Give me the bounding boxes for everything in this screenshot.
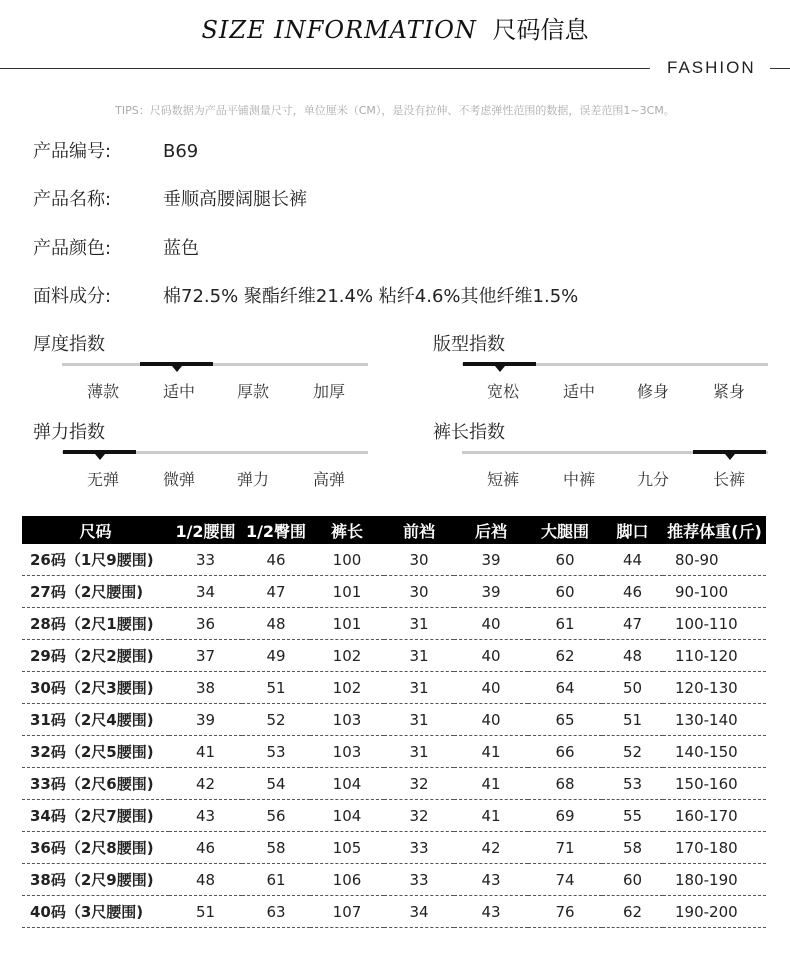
table-cell: 68: [528, 768, 602, 800]
elasticity-scale: [62, 451, 368, 491]
info-value: 蓝色: [163, 238, 199, 259]
table-cell: 30: [384, 576, 454, 608]
scale-option: 适中: [162, 382, 195, 401]
table-row: [22, 544, 766, 576]
table-cell: 104: [310, 768, 384, 800]
table-cell: 37: [169, 640, 242, 672]
table-cell: 120-130: [663, 672, 766, 704]
column-header: 裤长: [310, 516, 384, 544]
info-value: 垂顺高腰阔腿长裤: [163, 189, 307, 210]
table-cell: 62: [528, 640, 602, 672]
scale-pointer-icon: [95, 454, 105, 460]
table-cell: 48: [602, 640, 663, 672]
table-cell: 40: [454, 704, 528, 736]
table-cell: 69: [528, 800, 602, 832]
table-cell: 33码（2尺6腰围): [22, 768, 169, 800]
info-label: 产品颜色:: [33, 238, 112, 259]
thickness-index-title: 厚度指数: [33, 334, 105, 355]
fit-index-title: 版型指数: [433, 334, 505, 355]
table-cell: 60: [602, 864, 663, 896]
table-cell: 38: [169, 672, 242, 704]
table-cell: 38码（2尺9腰围): [22, 864, 169, 896]
table-cell: 48: [169, 864, 242, 896]
scale-option: 无弹: [86, 470, 119, 489]
table-cell: 43: [169, 800, 242, 832]
column-header: 推荐体重(斤): [663, 516, 766, 544]
table-cell: 31: [384, 736, 454, 768]
scale-track: [62, 363, 368, 366]
size-table: [22, 516, 766, 928]
table-cell: 32: [384, 768, 454, 800]
table-row: [22, 576, 766, 608]
table-cell: 107: [310, 896, 384, 928]
table-cell: 40: [454, 608, 528, 640]
table-row: [22, 608, 766, 640]
info-row-color: [33, 234, 199, 260]
table-cell: 50: [602, 672, 663, 704]
table-cell: 55: [602, 800, 663, 832]
table-cell: 110-120: [663, 640, 766, 672]
scale-option: 弹力: [236, 470, 269, 489]
scale-pointer-icon: [172, 366, 182, 372]
table-cell: 90-100: [663, 576, 766, 608]
table-cell: 31: [384, 640, 454, 672]
table-cell: 104: [310, 800, 384, 832]
fashion-label: FASHION: [667, 58, 756, 77]
info-label: 产品编号:: [33, 141, 112, 162]
column-header: 后裆: [454, 516, 528, 544]
table-cell: 34: [384, 896, 454, 928]
column-header: 1/2腰围: [169, 516, 242, 544]
table-cell: 63: [242, 896, 310, 928]
scale-option: 九分: [636, 470, 669, 489]
table-cell: 39: [454, 544, 528, 576]
table-row: [22, 736, 766, 768]
fit-scale: [462, 363, 768, 403]
table-row: [22, 640, 766, 672]
info-value: 棉72.5% 聚酯纤维21.4% 粘纤4.6%其他纤维1.5%: [163, 286, 579, 307]
table-cell: 180-190: [663, 864, 766, 896]
table-row: [22, 896, 766, 928]
table-cell: 41: [454, 800, 528, 832]
table-cell: 42: [454, 832, 528, 864]
table-cell: 103: [310, 736, 384, 768]
scale-pointer-icon: [495, 366, 505, 372]
table-cell: 30: [384, 544, 454, 576]
table-cell: 40: [454, 672, 528, 704]
table-cell: 61: [242, 864, 310, 896]
info-label: 产品名称:: [33, 189, 112, 210]
table-cell: 43: [454, 864, 528, 896]
table-cell: 58: [602, 832, 663, 864]
table-cell: 26码（1尺9腰围): [22, 544, 169, 576]
column-header: 脚口: [602, 516, 663, 544]
column-header: 1/2臀围: [242, 516, 310, 544]
table-cell: 30码（2尺3腰围): [22, 672, 169, 704]
table-cell: 32码（2尺5腰围): [22, 736, 169, 768]
table-cell: 150-160: [663, 768, 766, 800]
table-cell: 46: [242, 544, 310, 576]
table-cell: 27码（2尺腰围): [22, 576, 169, 608]
title-cn: 尺码信息: [492, 16, 589, 44]
table-cell: 40码（3尺腰围): [22, 896, 169, 928]
table-cell: 31: [384, 672, 454, 704]
table-header-row: [22, 516, 766, 544]
table-cell: 71: [528, 832, 602, 864]
length-scale: [462, 451, 768, 491]
table-cell: 34: [169, 576, 242, 608]
title-en: SIZE INFORMATION: [201, 16, 477, 44]
table-row: [22, 832, 766, 864]
table-cell: 31码（2尺4腰围): [22, 704, 169, 736]
table-cell: 47: [242, 576, 310, 608]
scale-option: 紧身: [712, 382, 745, 401]
table-cell: 34码（2尺7腰围): [22, 800, 169, 832]
table-cell: 44: [602, 544, 663, 576]
table-cell: 101: [310, 608, 384, 640]
scale-pointer-icon: [725, 454, 735, 460]
table-cell: 36码（2尺8腰围): [22, 832, 169, 864]
table-cell: 39: [169, 704, 242, 736]
scale-option: 厚款: [236, 382, 269, 401]
table-cell: 76: [528, 896, 602, 928]
table-cell: 105: [310, 832, 384, 864]
table-cell: 46: [602, 576, 663, 608]
scale-option: 微弹: [162, 470, 195, 489]
table-cell: 52: [602, 736, 663, 768]
table-cell: 51: [602, 704, 663, 736]
table-cell: 58: [242, 832, 310, 864]
scale-option: 适中: [562, 382, 595, 401]
table-cell: 41: [454, 768, 528, 800]
table-cell: 52: [242, 704, 310, 736]
table-cell: 46: [169, 832, 242, 864]
table-cell: 60: [528, 544, 602, 576]
info-row-name: [33, 185, 307, 211]
table-cell: 102: [310, 640, 384, 672]
scale-option: 修身: [636, 382, 669, 401]
table-cell: 190-200: [663, 896, 766, 928]
scale-option: 薄款: [86, 382, 119, 401]
table-cell: 41: [454, 736, 528, 768]
table-cell: 65: [528, 704, 602, 736]
info-row-code: [33, 137, 198, 163]
table-row: [22, 864, 766, 896]
table-cell: 28码（2尺1腰围): [22, 608, 169, 640]
scale-option: 短裤: [486, 470, 519, 489]
length-index-title: 裤长指数: [433, 422, 505, 443]
table-cell: 54: [242, 768, 310, 800]
table-cell: 60: [528, 576, 602, 608]
table-cell: 49: [242, 640, 310, 672]
elasticity-index-title: 弹力指数: [33, 422, 105, 443]
info-label: 面料成分:: [33, 286, 112, 307]
table-cell: 51: [169, 896, 242, 928]
column-header: 尺码: [22, 516, 169, 544]
table-cell: 40: [454, 640, 528, 672]
table-row: [22, 704, 766, 736]
table-cell: 39: [454, 576, 528, 608]
table-cell: 33: [384, 864, 454, 896]
page-title: [0, 10, 790, 45]
table-cell: 32: [384, 800, 454, 832]
table-cell: 41: [169, 736, 242, 768]
table-row: [22, 768, 766, 800]
table-cell: 101: [310, 576, 384, 608]
table-cell: 31: [384, 704, 454, 736]
table-cell: 56: [242, 800, 310, 832]
column-header: 前裆: [384, 516, 454, 544]
table-cell: 74: [528, 864, 602, 896]
table-cell: 53: [602, 768, 663, 800]
table-cell: 80-90: [663, 544, 766, 576]
table-cell: 100: [310, 544, 384, 576]
table-cell: 43: [454, 896, 528, 928]
table-cell: 62: [602, 896, 663, 928]
scale-option: 宽松: [486, 382, 519, 401]
table-cell: 61: [528, 608, 602, 640]
table-cell: 36: [169, 608, 242, 640]
scale-option: 加厚: [312, 382, 345, 401]
table-cell: 140-150: [663, 736, 766, 768]
divider-left: [0, 68, 650, 69]
scale-option: 长裤: [712, 470, 745, 489]
table-cell: 130-140: [663, 704, 766, 736]
table-cell: 64: [528, 672, 602, 704]
table-cell: 66: [528, 736, 602, 768]
info-row-fabric: [33, 282, 578, 308]
table-cell: 47: [602, 608, 663, 640]
column-header: 大腿围: [528, 516, 602, 544]
tips-text: TIPS：尺码数据为产品平铺测量尺寸，单位厘米（CM），是没有拉伸、不考虑弹性范围的数据，误差范围1~3CM。: [115, 104, 675, 117]
table-cell: 33: [169, 544, 242, 576]
table-cell: 160-170: [663, 800, 766, 832]
table-row: [22, 672, 766, 704]
scale-option: 中裤: [562, 470, 595, 489]
divider-right: [770, 68, 790, 69]
table-cell: 53: [242, 736, 310, 768]
table-cell: 51: [242, 672, 310, 704]
table-cell: 33: [384, 832, 454, 864]
thickness-scale: [62, 363, 368, 403]
table-cell: 31: [384, 608, 454, 640]
table-row: [22, 800, 766, 832]
scale-option: 高弹: [312, 470, 345, 489]
table-cell: 42: [169, 768, 242, 800]
table-cell: 103: [310, 704, 384, 736]
table-cell: 48: [242, 608, 310, 640]
table-cell: 170-180: [663, 832, 766, 864]
table-cell: 29码（2尺2腰围): [22, 640, 169, 672]
table-cell: 100-110: [663, 608, 766, 640]
table-cell: 106: [310, 864, 384, 896]
table-cell: 102: [310, 672, 384, 704]
info-value: B69: [163, 141, 199, 162]
